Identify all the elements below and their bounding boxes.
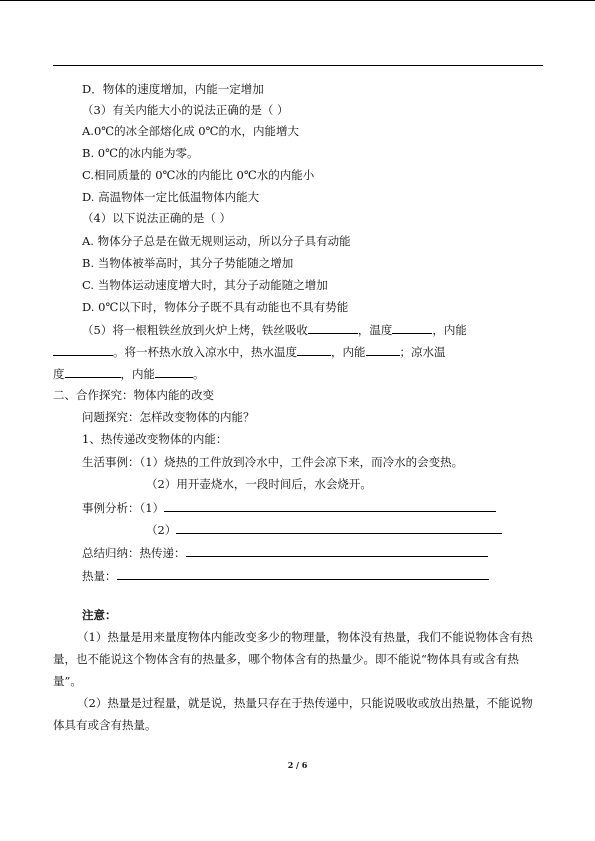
q5-text: ，内能 [331, 345, 366, 359]
q5-text: ；凉水温 [399, 345, 446, 359]
q5-blank-absorb[interactable] [308, 322, 358, 334]
analysis-num-1: （1） [139, 501, 165, 515]
header-rule [53, 65, 543, 66]
analysis-num-2: （2） [146, 523, 177, 537]
q5-blank-hot-temp[interactable] [297, 344, 331, 356]
life-label: 生活事例： [82, 455, 140, 469]
q5-text: ，内能 [432, 323, 467, 337]
section2-question: 问题探究：怎样改变物体的内能？ [82, 410, 255, 424]
analysis-blank-2[interactable] [176, 522, 502, 534]
q3-option-a: A.0℃的冰全部熔化成 0℃的水，内能增大 [82, 124, 299, 138]
q5-text: 度 [53, 367, 65, 381]
q5-line2 [53, 344, 446, 359]
analysis-blank-1[interactable] [164, 500, 496, 512]
q5-blank-cold-temp[interactable] [65, 366, 121, 378]
q5-text: 。将一杯热水放入凉水中，热水温度 [113, 345, 297, 359]
analysis-line1 [82, 500, 496, 515]
q2-option-d: D．物体的速度增加，内能一定增加 [82, 82, 264, 96]
q4-option-b: B. 当物体被举高时，其分子势能随之增加 [82, 256, 294, 270]
summary-line [82, 545, 488, 560]
q4-option-c: C. 当物体运动速度增大时，其分子动能随之增加 [82, 278, 328, 292]
q5-text: （5）将一根粗铁丝放到火炉上烤，铁丝吸收 [82, 323, 308, 337]
heat-blank[interactable] [117, 568, 489, 580]
note-paragraph-1: （1）热量是用来量度物体内能改变多少的物理量，物体没有热量，我们不能说物体含有热量，也不能说这个物体含有的热量多，哪个物体含有的热量少。即不能说“物体具有或含有热量”。 [53, 630, 533, 688]
q5-line1 [82, 322, 467, 337]
q5-blank-temp[interactable] [392, 322, 432, 334]
section2-item1: 1、热传递改变物体的内能： [82, 432, 228, 446]
q4-option-d: D. 0℃以下时，物体分子既不具有动能也不具有势能 [82, 300, 349, 314]
q5-blank-internal[interactable] [53, 344, 113, 356]
q4-option-a: A. 物体分子总是在做无规则运动，所以分子具有动能 [82, 234, 351, 248]
summary-blank[interactable] [186, 545, 488, 557]
q3-option-b: B. 0℃的冰内能为零。 [82, 146, 199, 160]
q5-text: 。 [193, 367, 205, 381]
q3-stem: （3）有关内能大小的说法正确的是（ ） [82, 103, 289, 117]
life-example-2: （2）用开壶烧水，一段时间后，水会烧开。 [146, 477, 372, 491]
life-example-1: （1）烧热的工件放到冷水中，工件会凉下来，而冷水的会变热。 [139, 455, 464, 469]
q3-option-c: C.相同质量的 0℃冰的内能比 0℃水的内能小 [82, 168, 315, 182]
analysis-line2 [146, 522, 502, 537]
q5-blank-hot-internal[interactable] [366, 344, 400, 356]
section2-heading: 二、合作探究：物体内能的改变 [53, 388, 214, 402]
analysis-label: 事例分析： [82, 501, 140, 515]
summary-label: 总结归纳：热传递： [82, 546, 186, 560]
top-border [0, 0, 595, 1]
note-title: 注意： [82, 608, 117, 622]
q3-option-d: D. 高温物体一定比低温物体内能大 [82, 190, 260, 204]
life-examples-line1 [82, 455, 463, 469]
q4-stem: （4）以下说法正确的是（ ） [82, 211, 231, 225]
q5-blank-cold-internal[interactable] [155, 366, 193, 378]
q5-text: ，温度 [357, 323, 393, 337]
q5-line3 [53, 366, 205, 381]
note-paragraph-2: （2）热量是过程量，就是说，热量只存在于热传递中，只能说吸收或放出热量，不能说物体具有或含有热量。 [53, 696, 533, 732]
q5-text: ，内能 [120, 367, 155, 381]
heat-label: 热量： [82, 569, 117, 583]
heat-line [82, 568, 489, 583]
page-number: 2 / 6 [287, 760, 308, 770]
